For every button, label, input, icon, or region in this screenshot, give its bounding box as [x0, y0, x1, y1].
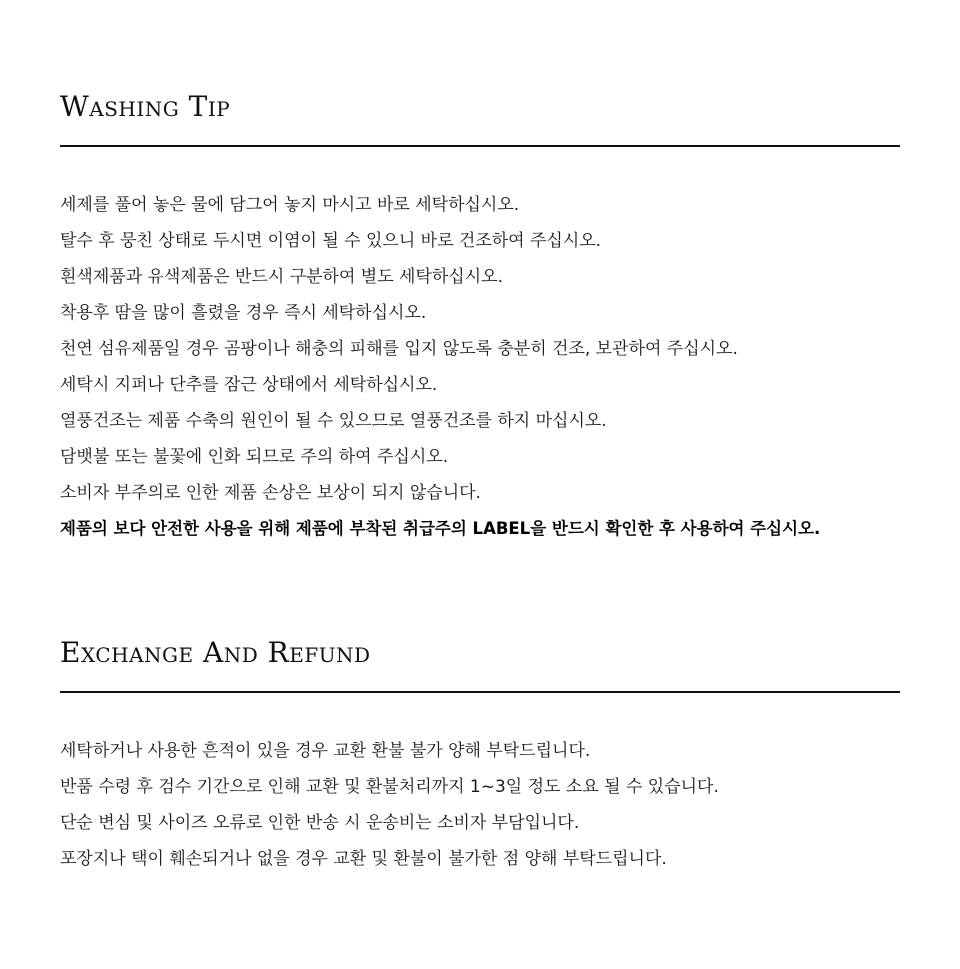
washing-tip-item: 탈수 후 뭉친 상태로 두시면 이염이 될 수 있으니 바로 건조하여 주십시오.	[60, 231, 602, 251]
exchange-refund-heading: Exchange And Refund	[60, 636, 371, 669]
exchange-refund-item: 포장지나 택이 훼손되거나 없을 경우 교환 및 환불이 불가한 점 양해 부탁드립니다.	[60, 849, 667, 869]
washing-tip-item: 세제를 풀어 놓은 물에 담그어 놓지 마시고 바로 세탁하십시오.	[60, 195, 520, 215]
washing-tip-item: 열풍건조는 제품 수축의 원인이 될 수 있으므로 열풍건조를 하지 마십시오.	[60, 411, 607, 431]
washing-tip-emphasis: 제품의 보다 안전한 사용을 위해 제품에 부착된 취급주의 LABEL을 반드시 확인한 후 사용하여 주십시오.	[60, 519, 821, 538]
exchange-refund-divider	[60, 691, 900, 693]
washing-tip-divider	[60, 145, 900, 147]
washing-tip-list	[60, 187, 900, 547]
washing-tip-item: 세탁시 지퍼나 단추를 잠근 상태에서 세탁하십시오.	[60, 375, 438, 395]
washing-tip-item: 흰색제품과 유색제품은 반드시 구분하여 별도 세탁하십시오.	[60, 267, 503, 287]
washing-tip-item: 천연 섬유제품일 경우 곰팡이나 해충의 피해를 입지 않도록 충분히 건조, 보관하여 주십시오.	[60, 339, 738, 359]
washing-tip-heading: Washing Tip	[60, 90, 231, 123]
exchange-refund-item: 세탁하거나 사용한 흔적이 있을 경우 교환 환불 불가 양해 부탁드립니다.	[60, 741, 591, 761]
washing-tip-section	[60, 86, 900, 547]
exchange-refund-item: 단순 변심 및 사이즈 오류로 인한 반송 시 운송비는 소비자 부담입니다.	[60, 813, 580, 833]
washing-tip-item: 착용후 땀을 많이 흘렸을 경우 즉시 세탁하십시오.	[60, 303, 427, 323]
washing-tip-item: 담뱃불 또는 불꽃에 인화 되므로 주의 하여 주십시오.	[60, 447, 449, 467]
exchange-refund-list	[60, 733, 900, 877]
washing-tip-item: 소비자 부주의로 인한 제품 손상은 보상이 되지 않습니다.	[60, 483, 481, 503]
exchange-refund-item: 반품 수령 후 검수 기간으로 인해 교환 및 환불처리까지 1~3일 정도 소요 될 수 있습니다.	[60, 777, 719, 797]
exchange-refund-section	[60, 632, 900, 877]
